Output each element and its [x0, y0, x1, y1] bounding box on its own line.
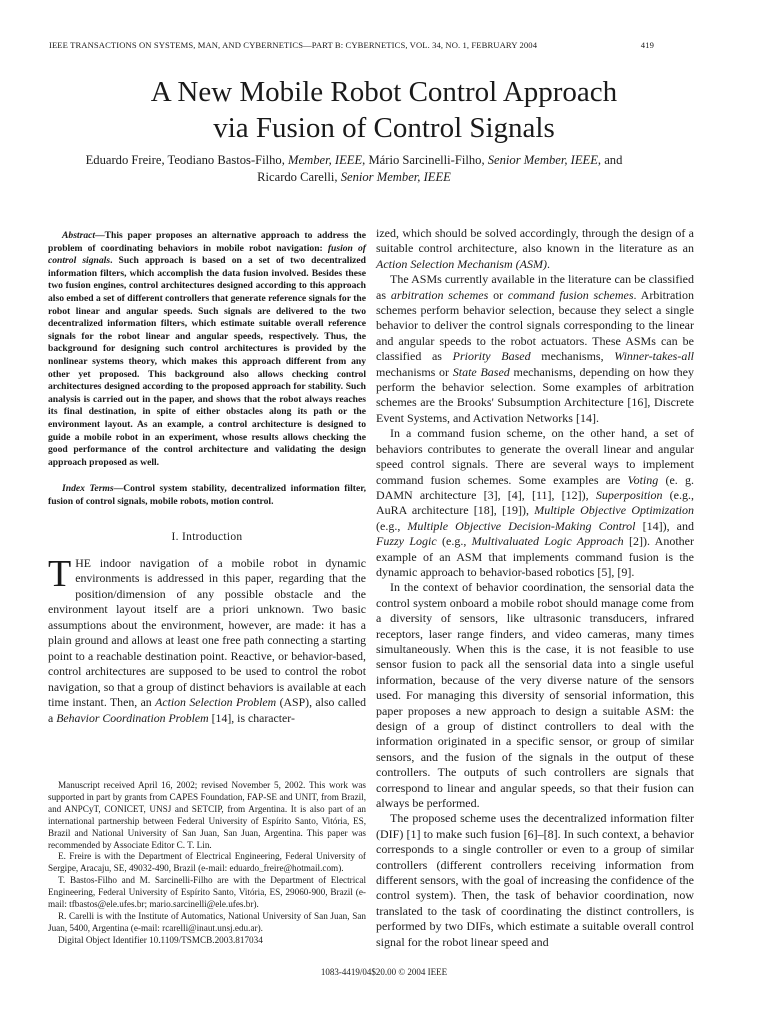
body-emphasis: arbitration schemes	[390, 287, 489, 302]
footnotes	[48, 780, 366, 947]
body-text: (e.g.,	[436, 534, 472, 549]
body-text: The ASMs currently available in the literature can be classified as	[376, 272, 694, 302]
title-line-2: via Fusion of Control Signals	[213, 112, 555, 144]
body-text: In a command fusion scheme, on the other hand, a set of behaviors contributes to generate the overall linear and angular speed control signals. There are several ways to implement command fusion schemes. Some examples are	[376, 426, 694, 487]
body-emphasis: Winner-takes-all	[614, 349, 694, 364]
intro-text: HE indoor navigation of a mobile robot in dynamic environments is addressed in this paper, regarding that the position/dimension of any possible obstacle and the environment layout itself are a priori unknown. Two basic assumptions about the environment, however, are made: it has a plain ground and allows at least one free path connecting a starting point to a reachable destination point. Reactive, or behavior-based, control architectures are supposed to be used to control the robot navigation, so that a group of distinct behaviors is available at each time instant. Then, an	[48, 555, 366, 710]
body-emphasis: Multiple Objective Decision-Making Control	[407, 518, 636, 533]
author-text: , Mário Sarcinelli-Filho,	[362, 153, 488, 167]
body-text: [2]). Another example of an ASM that implements command fusion is the dynamic approach to behavior-based robotics [5], [9].	[376, 534, 694, 579]
page-number: 419	[640, 40, 654, 50]
body-text: .	[546, 256, 550, 271]
index-terms-lead: Index Terms	[62, 483, 114, 495]
body-text: ized, which should be solved accordingly, through the design of a suitable control architecture, also known in the literature as an	[376, 226, 694, 256]
abstract-text: . Such approach is based on a set of two decentralized information filters, which accomplish the data fusion involved. Besides these two fusion engines, control architectures designed according to this approach also embed a set of different controllers that generate reference signals for the robot linear and angular speeds. Such signals are delivered to the two decentralized information filters, which estimate suitable overall reference signals for the robot linear and angular speeds, respectively. Thus, the background for designing such control architectures is provided by the nonlinear systems theory, which makes this approach different from any other yet proposed. This background also allows checking control architectures designed according to the proposed approach for stability. Such analysis is carried out in the paper, and shows that the robot always reaches its final destination, in spite of either obstacles along its path or the environment layout. As an example, a control architecture is designed to guide a mobile robot in an experiment, whose results allows checking the good performance of the control architecture and validating the design approach proposed as well.	[48, 255, 366, 468]
footnote-doi: Digital Object Identifier 10.1109/TSMCB.2003.817034	[58, 934, 263, 945]
author-role: Senior Member, IEEE	[340, 170, 451, 184]
abstract-text: —This paper proposes an alternative approach to address the problem of coordinating behaviors in mobile robot navigation:	[48, 230, 366, 254]
body-emphasis: command fusion schemes	[507, 287, 634, 302]
body-paragraph	[376, 426, 694, 580]
index-terms-text: —Control system stability, decentralized information filter, fusion of control signals, mobile robots, motion control.	[48, 483, 366, 507]
running-header	[49, 40, 654, 50]
body-emphasis: Superposition	[595, 487, 663, 502]
body-emphasis: State Based	[452, 364, 510, 379]
body-emphasis: Voting	[627, 472, 659, 487]
author-role: Senior Member, IEEE	[487, 153, 598, 167]
body-text: (e. g. DAMN architecture [3], [4], [11], [12]),	[376, 472, 694, 502]
intro-text: (ASP), also called a	[48, 695, 367, 725]
title-line-1: A New Mobile Robot Control Approach	[150, 76, 618, 108]
author-text: Ricardo Carelli,	[257, 170, 341, 184]
abstract-lead: Abstract	[62, 230, 96, 241]
body-emphasis: Multivaluated Logic Approach	[471, 534, 624, 549]
author-text: , and	[597, 153, 623, 167]
body-text: (e.g.,	[376, 518, 408, 533]
footnote-freire: E. Freire is with the Department of Electrical Engineering, Federal University of Sergipe, Aracaju, SE, 49032-490, Brazil (e-mail: eduardo_freire@hotmail.com).	[48, 851, 366, 874]
intro-emphasis: Behavior Coordination Problem	[56, 710, 209, 725]
body-text: mechanisms or	[376, 364, 453, 379]
body-text: (e.g., AuRA architecture [18], [19]),	[376, 487, 695, 518]
index-terms	[48, 483, 366, 508]
intro-text: [14], is character-	[208, 710, 295, 725]
body-text: [14]), and	[635, 518, 694, 533]
body-text: mechanisms, depending on how they perform the behavior selection. Some examples of arbitration schemes are the Brooks' Subsumption Architecture [16], Discrete Event Systems, and Activation Networks [14].	[376, 364, 694, 425]
journal-header: IEEE TRANSACTIONS ON SYSTEMS, MAN, AND CYBERNETICS—PART B: CYBERNETICS, VOL. 34, NO. 1, FEBRUARY 2004	[49, 40, 538, 50]
body-paragraph	[376, 272, 694, 426]
body-emphasis: Multiple Objective Optimization	[534, 503, 694, 518]
footnote-carelli: R. Carelli is with the Institute of Automatics, National University of San Juan, San Juan, 5400, Argentina (e-mail: rcarelli@inaut.unsj.edu.ar).	[48, 910, 366, 933]
body-paragraph: The proposed scheme uses the decentralized information filter (DIF) [1] to make such fusion [6]–[8]. In such context, a behavior corresponds to a single controller or even to a group of similar controllers (different controllers receiving information from different sensors, with the goal of increasing the confidence of the control system). Then, the task of behavior coordination, now translated to the task of coordinating the distinct controllers, is performed by two DIFs, which estimate a suitable overall control signal for the robot linear speed and	[376, 811, 694, 949]
drop-cap: T	[48, 552, 72, 595]
author-text: Eduardo Freire, Teodiano Bastos-Filho,	[85, 153, 289, 167]
body-paragraph	[376, 226, 694, 272]
body-paragraph: In the context of behavior coordination, the sensorial data the control system onboard a mobile robot should manage come from a diversity of sensors, like ultrasonic transducers, infrared receptors, laser range finders, and video cameras, many times simultaneously. When this is the case, it is not feasible to use sensor fusion to pack all the sensorial data into a single useful information, because of the very diverse nature of the sensors used. For managing this diversity of sensorial information, this paper proposes a new approach to design a suitable ASM: the design of a group of distinct controllers to deal with the information originated in a specific sensor, or group of similar sensors, and the fusion of the signals in the output of these controllers. The outputs of such controllers are signals that correspond to linear and angular speeds, so that their fusion can always be performed.	[376, 580, 694, 811]
author-role: Member, IEEE	[288, 153, 363, 167]
intro-paragraph	[48, 552, 367, 727]
footnote-bastos: T. Bastos-Filho and M. Sarcinelli-Filho are with the Department of Electrical Engineering, Federal University of Espírito Santo, Vitória, ES, 29060-900, Brazil (e-mail: tfbastos@ele.ufes.br; mario.sarcinelli@ele.ufes.br).	[48, 875, 366, 910]
intro-emphasis: Action Selection Problem	[155, 695, 277, 710]
body-emphasis: Fuzzy Logic	[376, 534, 437, 549]
paper-title	[0, 74, 768, 146]
author-list	[50, 152, 658, 186]
body-emphasis: Priority Based	[452, 349, 531, 364]
body-text: . Arbitration schemes perform behavior selection, because they select a single behavior to deliver the control signals corresponding to the linear and angular speeds to the robot actuators. These ASMs can be classified as	[376, 287, 694, 364]
section-heading-introduction: I. Introduction	[171, 531, 243, 544]
body-text: mechanisms,	[530, 349, 615, 364]
body-emphasis: Action Selection Mechanism (ASM)	[376, 256, 547, 271]
body-text: or	[488, 287, 508, 302]
left-column	[48, 230, 366, 726]
footnote-manuscript: Manuscript received April 16, 2002; revised November 5, 2002. This work was supported in part by grants from CAPES Foundation, FAP-SE and UNIT, from Brazil, and ANPCyT, CONICET, UNSJ and SETCIP, from Argentina. It is also part of an international partnership between Federal University of Espírito Santo, Vitória, ES, Brazil and National University of San Juan, San Juan, Argentina. This paper was recommended by Associate Editor C. T. Lin.	[48, 780, 366, 850]
right-column	[376, 226, 694, 950]
abstract-emphasis: fusion of control signals	[48, 242, 366, 267]
copyright-footer: 1083-4419/04$20.00 © 2004 IEEE	[320, 967, 448, 977]
abstract	[48, 230, 366, 469]
